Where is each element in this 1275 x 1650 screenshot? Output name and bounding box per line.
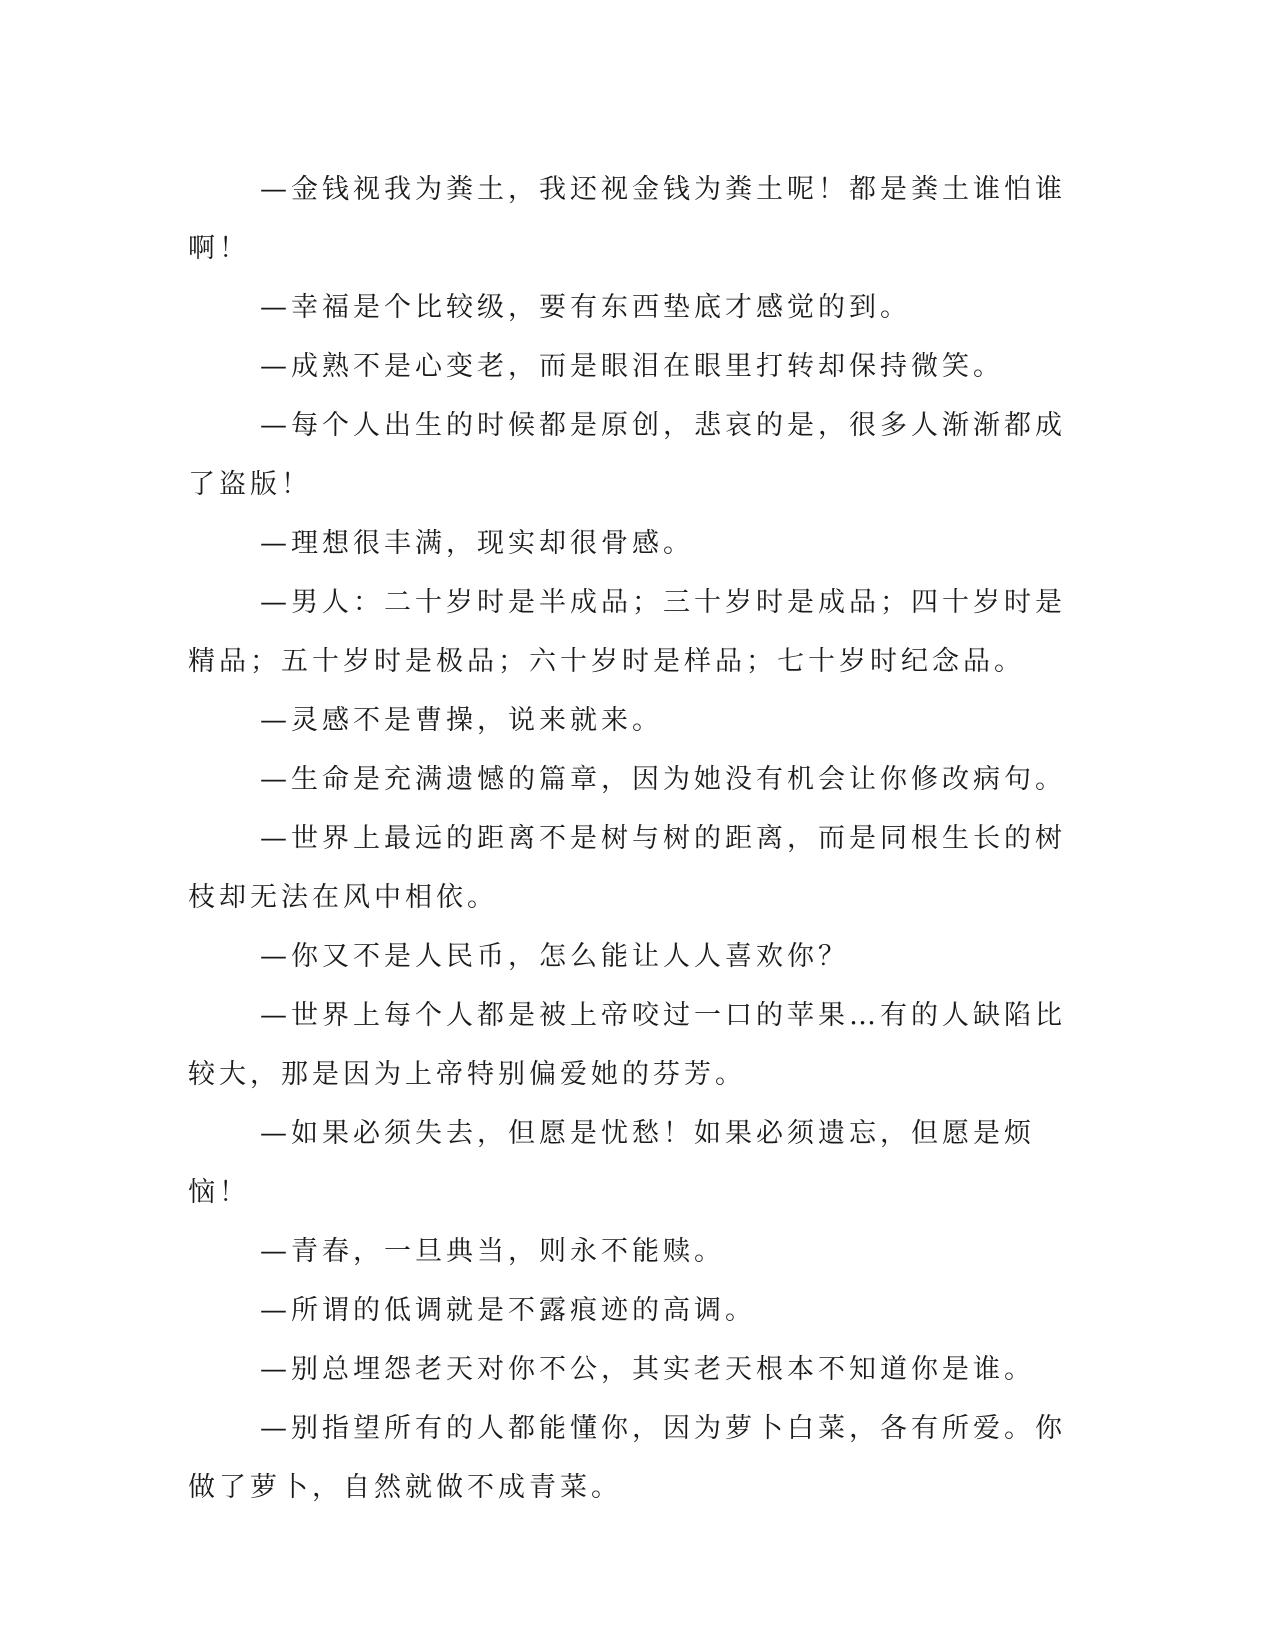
paragraph: —你又不是人民币，怎么能让人人喜欢你？ (260, 941, 849, 972)
paragraph: —幸福是个比较级，要有东西垫底才感觉的到。 (260, 292, 911, 323)
paragraph: —世界上每个人都是被上帝咬过一口的苹果…有的人缺陷比较大，那是因为上帝特别偏爱她的芬芳。 (188, 1000, 1066, 1090)
paragraph: —如果必须失去，但愿是忧愁！如果必须遗忘，但愿是烦恼！ (188, 1118, 1035, 1208)
paragraph: —理想很丰满，现实却很骨感。 (260, 528, 694, 559)
paragraph: —别指望所有的人都能懂你，因为萝卜白菜，各有所爱。你做了萝卜，自然就做不成青菜。 (188, 1413, 1066, 1503)
paragraph: —每个人出生的时候都是原创，悲哀的是，很多人渐渐都成了盗版！ (188, 410, 1066, 500)
paragraph: —世界上最远的距离不是树与树的距离，而是同根生长的树枝却无法在风中相依。 (188, 823, 1066, 913)
paragraph: —成熟不是心变老，而是眼泪在眼里打转却保持微笑。 (260, 351, 1004, 382)
paragraph: —别总埋怨老天对你不公，其实老天根本不知道你是谁。 (260, 1354, 1035, 1385)
paragraph: —金钱视我为粪土，我还视金钱为粪土呢！都是粪土谁怕谁啊！ (188, 174, 1066, 264)
paragraph: —灵感不是曹操，说来就来。 (260, 705, 663, 736)
paragraph: —生命是充满遗憾的篇章，因为她没有机会让你修改病句。 (260, 764, 1066, 795)
paragraph: —青春，一旦典当，则永不能赎。 (260, 1236, 725, 1267)
paragraph: —所谓的低调就是不露痕迹的高调。 (260, 1295, 756, 1326)
document-body (188, 160, 1068, 1517)
paragraph: —男人：二十岁时是半成品；三十岁时是成品；四十岁时是精品；五十岁时是极品；六十岁时是样品；七十岁时纪念品。 (188, 587, 1066, 677)
